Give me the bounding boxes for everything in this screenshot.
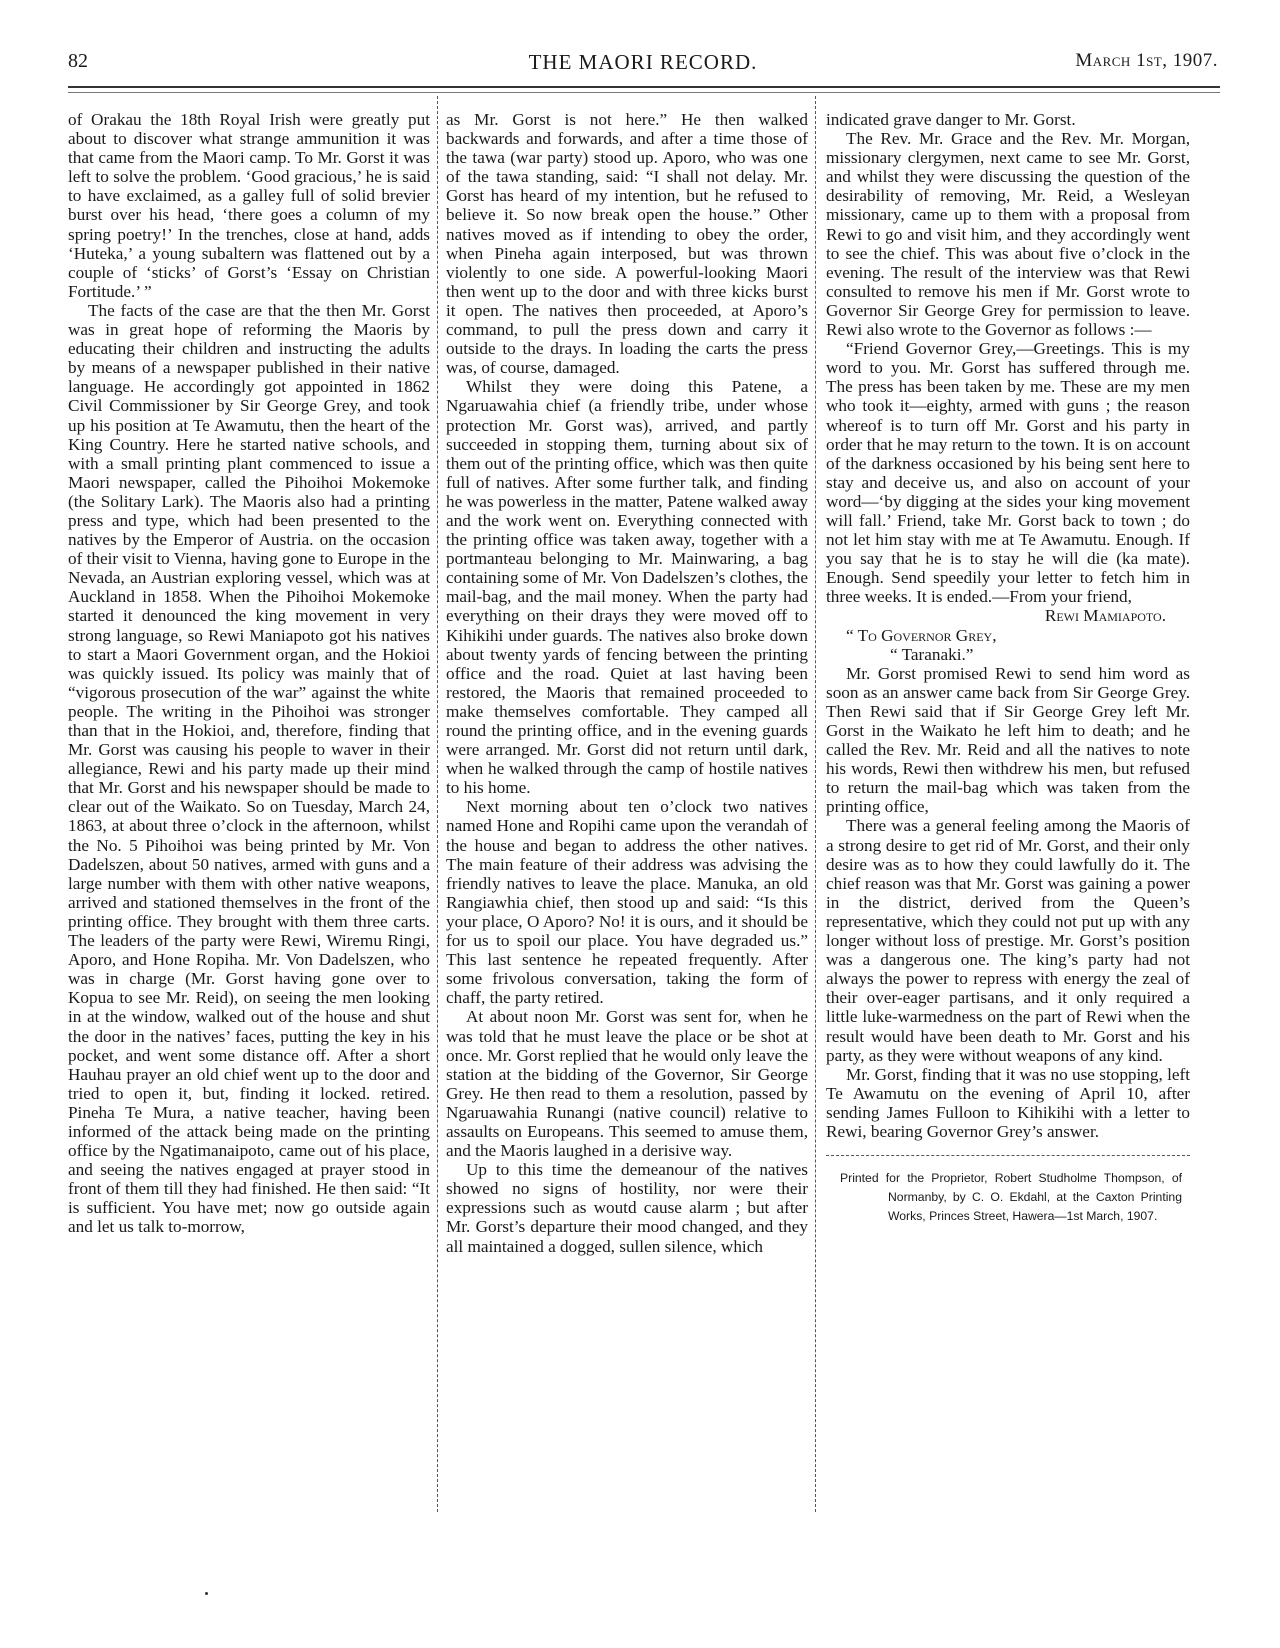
letter-signature: Rewi Mamiapoto.: [1044, 606, 1166, 626]
issue-date: March 1st, 1907.: [1075, 50, 1218, 71]
letter-address-line-1: “ To Governor Grey,: [846, 625, 997, 645]
paragraph: Up to this time the demeanour of the natives showed no signs of hostility, nor were their expressions such as woutd cause alarm ; but after Mr. Gorst’s departure their mood changed, and they all maintained a dogged, sullen silence, which: [446, 1160, 808, 1256]
paragraph: At about noon Mr. Gorst was sent for, when he was told that he must leave the place or be shot at once. Mr. Gorst replied that he would only leave the station at the bidding of the Governor, Sir George Grey. He then read to them a resolution, passed by Ngaruawahia Runangi (native council) relative to assaults on Europeans. This seemed to amuse them, and the Maoris laughed in a derisive way.: [446, 1007, 808, 1161]
paragraph: as Mr. Gorst is not here.” He then walked backwards and forwards, and after a time those of the tawa (war party) stood up. Aporo, who was one of the tawa standing, said: “I shall not delay. Mr. Gorst has heard of my intention, but he refused to believe it. So now break open the house.” Other natives moved as if intending to obey the order, when Pineha again interposed, but was thrown violently to one side. A powerful-looking Maori then went up to the door and with three kicks burst it open. The natives then proceeded, at Aporo’s command, to pull the press down and carry it outside to the drays. In loading the carts the press was, of course, damaged.: [446, 110, 808, 378]
paragraph: There was a general feeling among the Maoris of a strong desire to get rid of Mr. Gorst, and their only desire was as to how they could lawfully do it. The chief reason was that Mr. Gorst was gaining a power in the district, derived from the Queen’s representative, which they could not put up with any longer without loss of prestige. Mr. Gorst’s position was a dangerous one. The king’s party had not always the power to repress with energy the zeal of their over-eager partisans, and it only required a little luke-warmedness on the part of Rewi when the result would have been death to Mr. Gorst and his party, as they were without weapons of any kind.: [826, 816, 1190, 1065]
letter-address-line-2: “ Taranaki.”: [890, 644, 974, 664]
imprint-divider: [826, 1155, 1190, 1157]
column-divider-2: [815, 96, 817, 1512]
column-2: [446, 110, 808, 1256]
paragraph: Mr. Gorst promised Rewi to send him word as soon as an answer came back from Sir George Grey. Then Rewi said that if Sir George Grey left Mr. Gorst in the Waikato he left him to death; and he called the Rev. Mr. Reid and all the natives to note his words, Rewi then withdrew his men, but refused to return the mail-bag which was taken from the printing office,: [826, 663, 1190, 817]
letter-body: “Friend Governor Grey,—Greetings. This is my word to you. Mr. Gorst has suffered through me. The press has been taken by me. These are my men who took it—eighty, armed with guns ; the reason whereof is to turn off Mr. Gorst and his party in order that he may return to the town. It is on account of the darkness occasioned by his being sent here to stay and deceive us, and also on account of your word—‘by digging at the sides your king movement will fall.’ Friend, take Mr. Gorst back to town ; do not let him stay with me at Te Awamutu. Enough. If you say that he is to stay he will die (ka mate). Enough. Send speedily your letter to fetch him in three weeks. It is ended.—From your friend,: [826, 339, 1190, 607]
page-header: [68, 50, 1218, 80]
paragraph: The facts of the case are that the then Mr. Gorst was in great hope of reforming the Maoris by educating their children and instructing the adults by means of a newspaper published in their native language. He accordingly got appointed in 1862 Civil Commissioner by Sir George Grey, and took up his position at Te Awamutu, then the heart of the King Country. Here he started native schools, and with a small printing plant commenced to issue a Maori newspaper, called the Pihoihoi Mokemoke (the Solitary Lark). The Maoris also had a printing press and type, which had been presented to the natives by the Emperor of Austria. on the occasion of their visit to Vienna, having gone to Europe in the Nevada, an Austrian exploring vessel, which was at Auckland in 1858. When the Pihoihoi Mokemoke started it denounced the king movement in very strong language, so Rewi Maniapoto got his natives to start a Maori Government organ, and the Hokioi was quickly issued. Its policy was mainly that of “vigorous prosecution of the war” against the white people. The writing in the Pihoihoi was stronger than that in the Hokioi, and, therefore, finding that Mr. Gorst was causing his people to waver in their allegiance, Rewi and his party made up their mind that Mr. Gorst and his newspaper should be made to clear out of the Waikato. So on Tuesday, March 24, 1863, at about three o’clock in the afternoon, whilst the No. 5 Pihoihoi was being printed by Mr. Von Dadelszen, about 50 natives, armed with guns and a large number with them with other native weapons, arrived and stationed themselves in the front of the printing office. They brought with them three carts. The leaders of the party were Rewi, Wiremu Ringi, Aporo, and Hone Ropiha. Mr. Von Dadelszen, who was in charge (Mr. Gorst having gone over to Kopua to see Mr. Reid), on seeing the men looking in at the window, walked out of the house and shut the door in the natives’ faces, putting the key in his pocket, and went some distance off. After a short Hauhau prayer an old chief went up to the door and tried to open it, but, finding it locked. retired. Pineha Te Mura, a native teacher, having been informed of the attack being made on the printing office by the Ngatimanaipoto, came out of his place, and seeing the natives engaged at prayer stood in front of them till they had finished. He then said: “It is sufficient. You have met; now go outside again and let us talk to-morrow,: [68, 300, 430, 1237]
page-number: 82: [68, 50, 88, 72]
paragraph: Whilst they were doing this Patene, a Ngaruawahia chief (a friendly tribe, under whose protection Mr. Gorst was), arrived, and partly succeeded in stopping them, turning about six of them out of the printing office, which was then quite full of natives. After some further talk, and finding he was powerless in the matter, Patene walked away and the work went on. Everything connected with the printing office was taken away, together with a portmanteau belonging to Mr. Mainwaring, a bag containing some of Mr. Von Dadelszen’s clothes, the mail-bag, and the mail money. When the party had everything on their drays they were moved off to Kihikihi under guards. The natives also broke down about twenty yards of fencing between the printing office and the road. Quiet at last having been restored, the Maoris that remained proceeded to make themselves comfortable. They camped all round the printing office, and in the evening guards were arranged. Mr. Gorst did not return until dark, when he walked through the camp of hostile natives to his home.: [446, 377, 808, 798]
column-3: [826, 110, 1190, 1226]
paragraph: Mr. Gorst, finding that it was no use stopping, left Te Awamutu on the evening of April 10, after sending James Fulloon to Kihikihi with a letter to Rewi, bearing Governor Grey’s answer.: [826, 1064, 1190, 1141]
paragraph: indicated grave danger to Mr. Gorst.: [826, 110, 1076, 129]
header-rule-bottom: [68, 92, 1220, 93]
page-speck: [205, 1592, 208, 1595]
printer-imprint: Printed for the Proprietor, Robert Studholme Thompson, of Normanby, by C. O. Ekdahl, at the Caxton Printing Works, Princes Street, Hawera—1st March, 1907.: [840, 1171, 1182, 1224]
header-rule-top: [68, 86, 1220, 88]
paragraph: Next morning about ten o’clock two natives named Hone and Ropihi came upon the verandah of the house and began to address the other natives. The main feature of their address was advising the friendly natives to leave the place. Manuka, an old Rangiawhia chief, then stood up and said: “Is this your place, O Aporo? No! it is ours, and it should be for us to spoil our place. You have degraded us.” This last sentence he repeated frequently. After some frivolous conversation, taking the form of chaff, the party retired.: [446, 797, 808, 1008]
column-divider-1: [437, 96, 439, 1512]
paragraph: of Orakau the 18th Royal Irish were greatly put about to discover what strange ammunition it was that came from the Maori camp. To Mr. Gorst it was left to solve the problem. ‘Good gracious,’ he is said to have exclaimed, as a galley full of solid brevier burst over his head, ‘there goes a column of my spring poetry!’ In the trenches, close at hand, adds ‘Huteka,’ a young subaltern was flattened out by a couple of ‘sticks’ of Gorst’s ‘Essay on Christian Fortitude.’ ”: [68, 110, 430, 301]
column-1: [68, 110, 430, 1237]
paragraph: The Rev. Mr. Grace and the Rev. Mr. Morgan, missionary clergymen, next came to see Mr. Gorst, and whilst they were discussing the question of the desirability of removing, Mr. Reid, a Wesleyan missionary, came up to them with a proposal from Rewi to go and visit him, and they accordingly went to see the chief. This was about five o’clock in the evening. The result of the interview was that Rewi consulted to remove his men if Mr. Gorst wrote to Governor Sir George Grey for permission to leave. Rewi also wrote to the Governor as follows :—: [826, 129, 1190, 340]
publication-title: THE MAORI RECORD.: [528, 50, 758, 74]
